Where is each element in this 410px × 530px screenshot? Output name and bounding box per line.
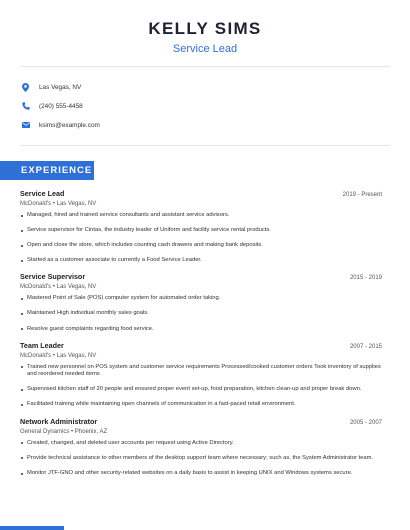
candidate-role: Service Lead	[172, 43, 238, 55]
contact-email-text: ksims@example.com	[39, 121, 100, 129]
job-bullet: Trained new personnel on POS system and customer service requirements Processed/cooked customer orders Took inventory of supplies and reordered needed items	[20, 364, 382, 379]
job-bullet: Maintained High individual monthly sales goals.	[20, 310, 382, 318]
contact-phone-text: (240) 555-4458	[39, 102, 83, 110]
job-dates: 2005 - 2007	[349, 419, 382, 426]
job-location: Phoenix, AZ	[74, 428, 108, 435]
job-company-location: McDonald's • Las Vegas, NV	[20, 352, 97, 359]
contact-divider	[20, 145, 390, 146]
job-location: Las Vegas, NV	[56, 201, 97, 207]
job-header	[20, 417, 382, 426]
resume-header	[0, 0, 410, 56]
section-heading-experience	[0, 161, 94, 180]
job-entry	[20, 417, 382, 478]
contact-phone	[21, 101, 100, 111]
job-header	[20, 341, 382, 350]
job-company: General Dynamics	[20, 428, 70, 435]
job-company: McDonald's	[20, 201, 52, 207]
contact-list	[21, 82, 100, 139]
candidate-name: KELLY SIMS	[148, 19, 262, 38]
job-dates: 2015 - 2019	[349, 275, 382, 282]
job-bullet: Mastered Point of Sale (POS) computer system for automated order taking.	[20, 295, 382, 303]
job-title: Network Administrator	[20, 416, 98, 426]
job-header	[20, 272, 382, 281]
job-bullets	[20, 295, 382, 333]
job-title: Team Leader	[20, 340, 64, 350]
job-bullet: Facilitated training while maintaining open channels of communication in a fast-paced retail environment.	[20, 401, 382, 409]
job-location: Las Vegas, NV	[56, 352, 97, 359]
job-company-location: McDonald's • Las Vegas, NV	[20, 284, 97, 291]
job-company: McDonald's	[20, 352, 52, 359]
contact-location	[21, 82, 100, 92]
job-entry	[20, 341, 382, 409]
contact-location-text: Las Vegas, NV	[39, 83, 82, 91]
job-bullets	[20, 364, 382, 409]
contact-email	[21, 120, 100, 130]
next-section-bar	[0, 526, 64, 530]
job-bullets	[20, 440, 382, 478]
job-bullet: Provide technical assistance to other members of the desktop support team where necessary; such as, the System Administrator team.	[20, 455, 382, 463]
job-company: McDonald's	[20, 284, 52, 291]
job-location: Las Vegas, NV	[56, 284, 97, 291]
job-bullet: Monitor JTF-GNO and other security-related websites on a daily basis to assist in keeping UNIX and Windows systems secure.	[20, 470, 382, 478]
job-bullet: Managed, hired and trained service consultants and assistant service advisors.	[20, 212, 382, 220]
job-entry	[20, 272, 382, 333]
job-dates: 2007 - 2015	[349, 343, 382, 350]
job-bullet: Resolve guest complaints regarding food service.	[20, 326, 382, 334]
job-entry	[20, 189, 382, 265]
job-title: Service Lead	[20, 189, 65, 198]
job-bullets	[20, 212, 382, 265]
mail-icon	[21, 121, 30, 130]
location-pin-icon	[21, 83, 30, 92]
job-bullet: Open and close the store, which includes counting cash drawers and making bank deposits.	[20, 242, 382, 250]
job-title: Service Supervisor	[20, 272, 86, 282]
job-bullet: Supervised kitchen staff of 20 people and ensured proper event set-up, food preparation, kitchen clean-up and proper break down.	[20, 386, 382, 394]
job-bullet: Started as a customer associate to currently a Food Service Leader.	[20, 257, 382, 265]
job-company-location: McDonald's • Las Vegas, NV	[20, 201, 97, 207]
experience-list	[20, 189, 382, 485]
job-bullet: Service supervisor for Cintas, the industry leader of Uniform and facility service rental products.	[20, 227, 382, 235]
job-header	[20, 189, 382, 198]
section-title: EXPERIENCE	[21, 165, 93, 176]
job-bullet: Created, changed, and deleted user accounts per request using Active Directory.	[20, 440, 382, 448]
header-divider	[20, 66, 390, 67]
job-company-location: General Dynamics • Phoenix, AZ	[20, 428, 108, 435]
job-dates: 2019 - Present	[342, 192, 382, 198]
phone-icon	[21, 102, 30, 111]
